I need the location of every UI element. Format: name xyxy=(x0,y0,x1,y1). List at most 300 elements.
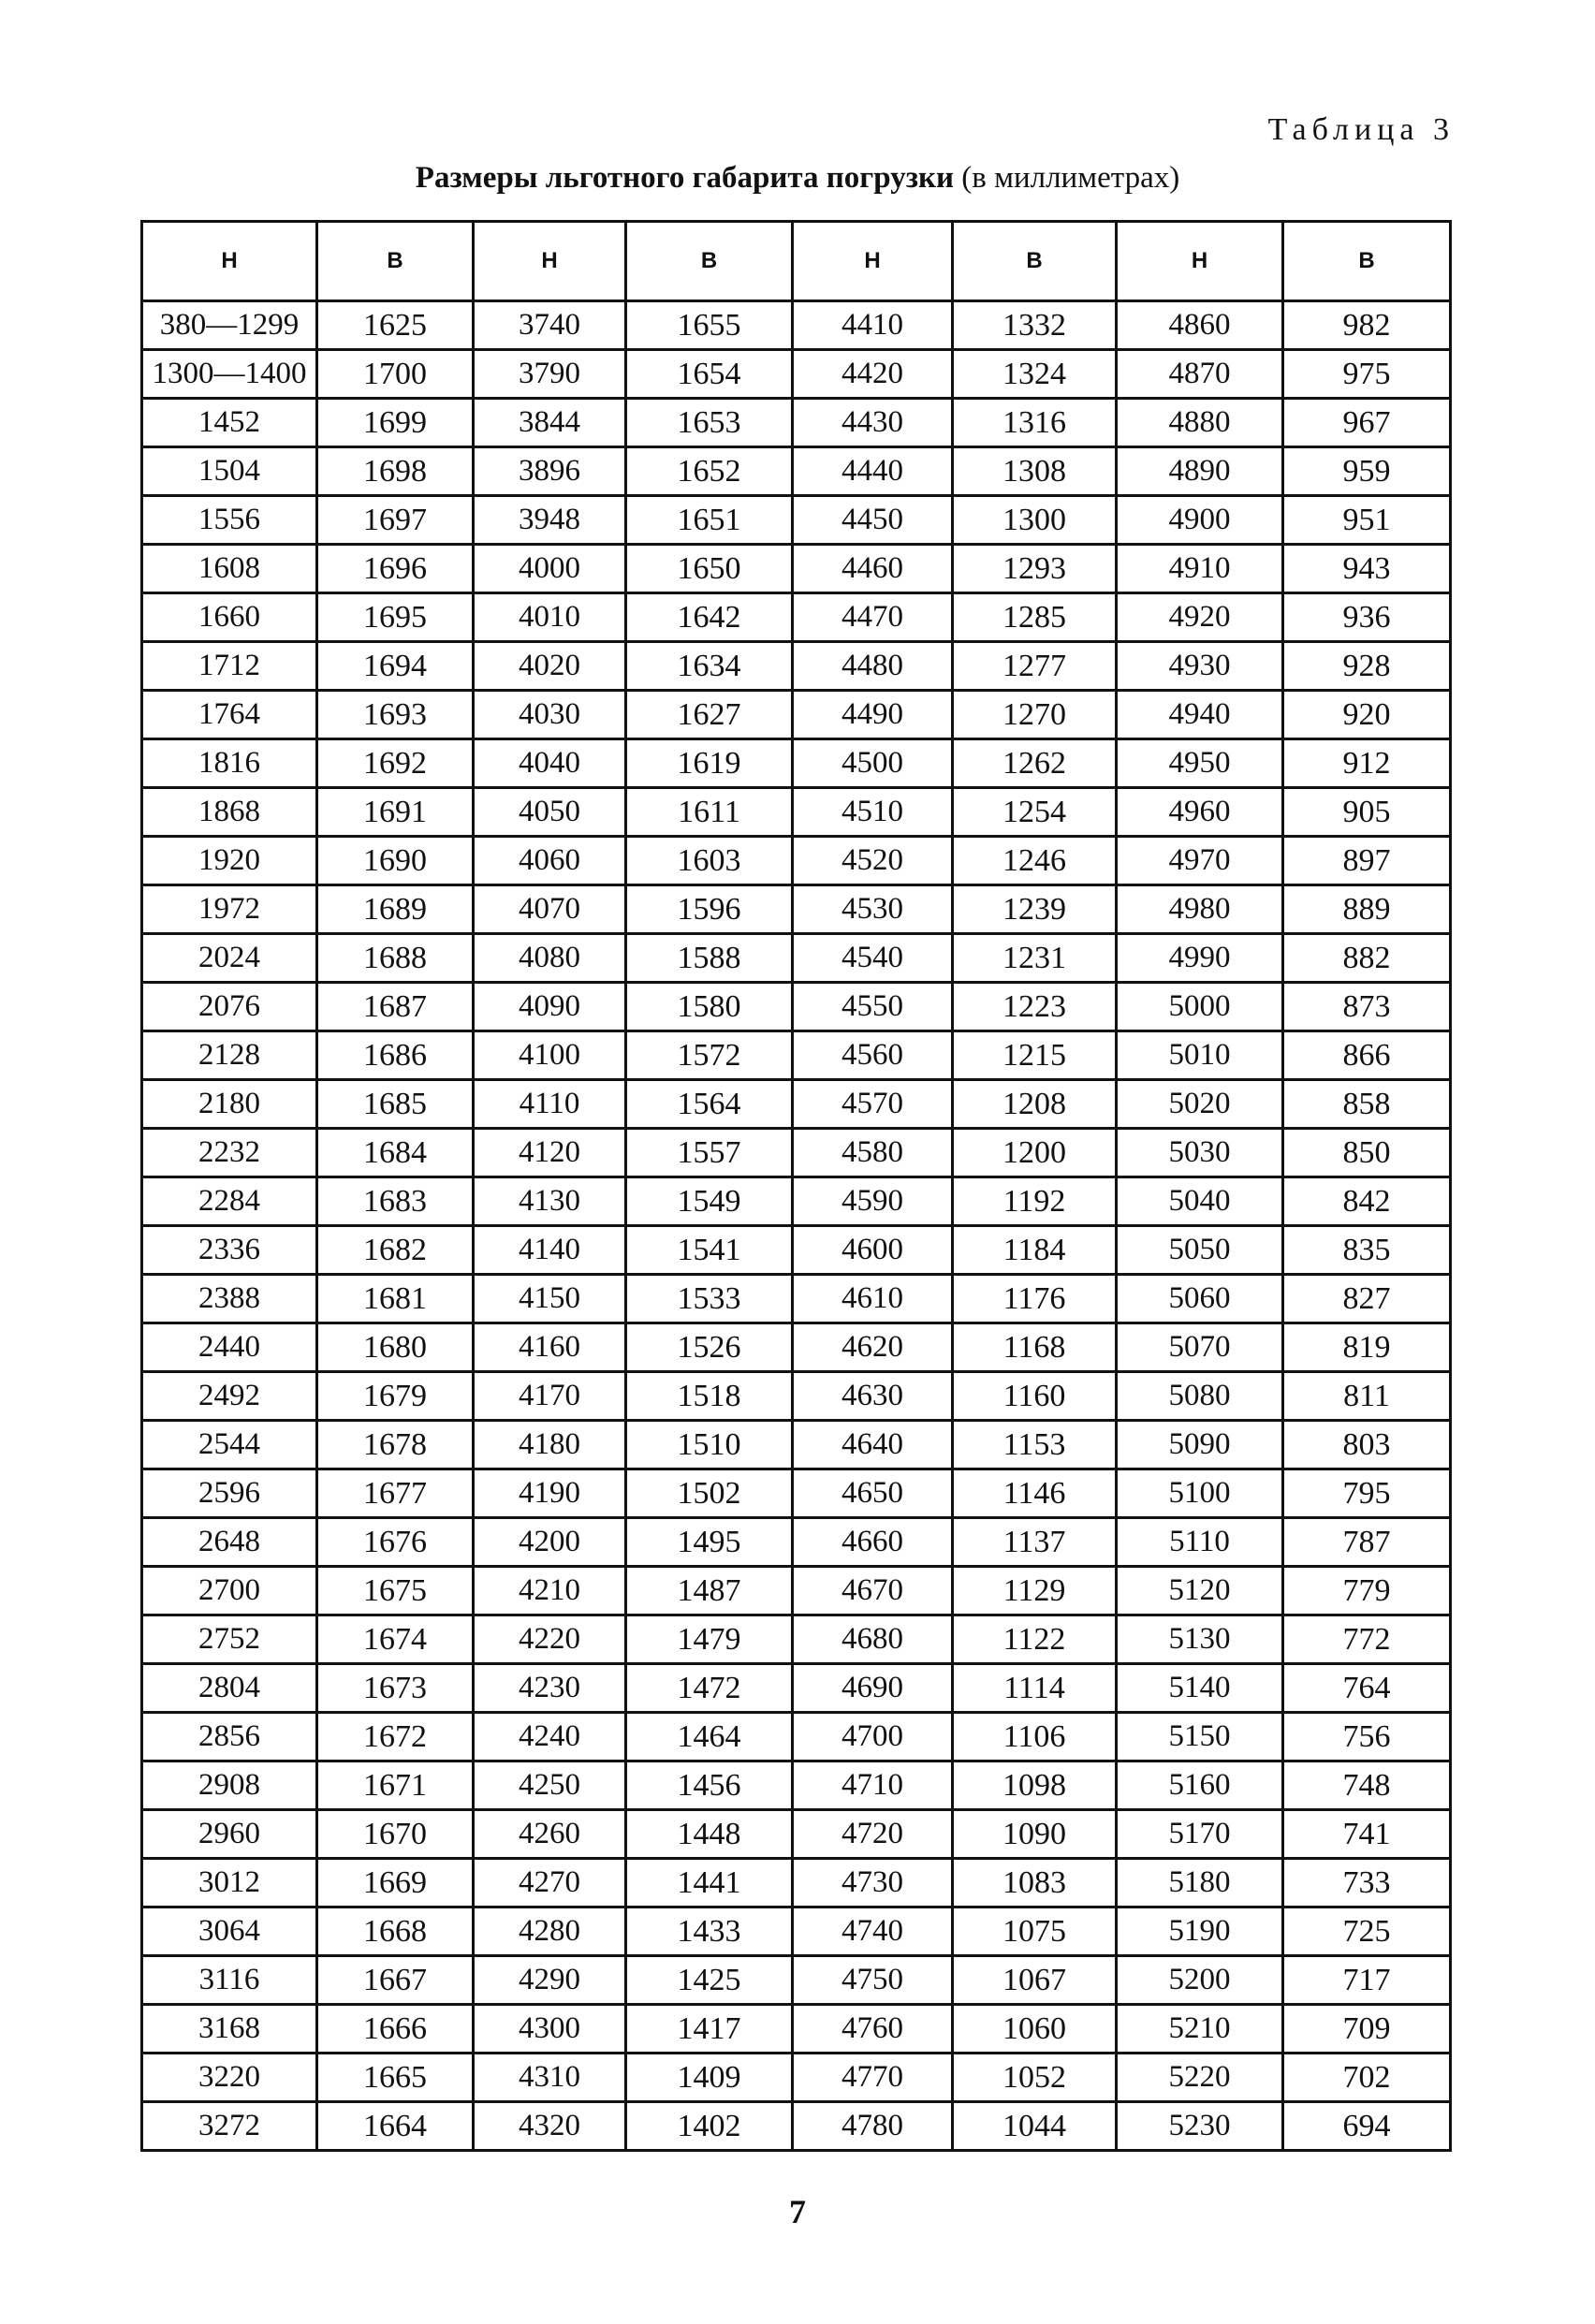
header-h-3: Н xyxy=(793,222,953,301)
table-cell-v: 1697 xyxy=(317,496,474,545)
table-cell-v: 1526 xyxy=(626,1323,793,1372)
table-cell-v: 1669 xyxy=(317,1859,474,1907)
table-cell-v: 882 xyxy=(1283,934,1451,983)
table-cell-h: 4500 xyxy=(793,739,953,788)
table-cell-v: 1634 xyxy=(626,642,793,691)
table-cell-h: 5020 xyxy=(1117,1080,1283,1129)
table-cell-v: 1680 xyxy=(317,1323,474,1372)
table-cell-v: 1679 xyxy=(317,1372,474,1421)
table-cell-h: 2284 xyxy=(142,1177,317,1226)
table-cell-h: 4460 xyxy=(793,545,953,593)
table-cell-h: 4560 xyxy=(793,1031,953,1080)
table-cell-v: 1673 xyxy=(317,1664,474,1713)
table-cell-v: 1479 xyxy=(626,1615,793,1664)
table-cell-h: 1504 xyxy=(142,447,317,496)
table-cell-v: 1153 xyxy=(953,1421,1117,1469)
table-cell-h: 2908 xyxy=(142,1761,317,1810)
table-cell-v: 772 xyxy=(1283,1615,1451,1664)
table-row xyxy=(142,1372,1451,1421)
table-cell-h: 4760 xyxy=(793,2005,953,2054)
table-cell-v: 1666 xyxy=(317,2005,474,2054)
table-cell-v: 920 xyxy=(1283,691,1451,739)
table-cell-v: 1700 xyxy=(317,350,474,399)
table-cell-h: 4630 xyxy=(793,1372,953,1421)
table-cell-v: 1098 xyxy=(953,1761,1117,1810)
table-cell-h: 2076 xyxy=(142,983,317,1031)
table-row xyxy=(142,642,1451,691)
table-cell-h: 4450 xyxy=(793,496,953,545)
table-cell-v: 1642 xyxy=(626,593,793,642)
table-cell-v: 1472 xyxy=(626,1664,793,1713)
table-cell-h: 4120 xyxy=(474,1129,626,1177)
table-row xyxy=(142,1080,1451,1129)
table-cell-v: 1533 xyxy=(626,1275,793,1323)
table-cell-h: 4700 xyxy=(793,1713,953,1761)
table-row xyxy=(142,1177,1451,1226)
table-cell-h: 4220 xyxy=(474,1615,626,1664)
table-cell-v: 1681 xyxy=(317,1275,474,1323)
table-cell-v: 1698 xyxy=(317,447,474,496)
table-cell-h: 1660 xyxy=(142,593,317,642)
table-row xyxy=(142,1275,1451,1323)
table-cell-v: 1664 xyxy=(317,2102,474,2151)
table-cell-v: 1246 xyxy=(953,837,1117,885)
header-v-2: В xyxy=(626,222,793,301)
table-cell-h: 3220 xyxy=(142,2054,317,2102)
table-body xyxy=(142,301,1451,2151)
table-row xyxy=(142,1713,1451,1761)
table-cell-h: 4000 xyxy=(474,545,626,593)
table-cell-v: 1671 xyxy=(317,1761,474,1810)
table-cell-h: 2648 xyxy=(142,1518,317,1567)
table-cell-h: 2544 xyxy=(142,1421,317,1469)
table-row xyxy=(142,1859,1451,1907)
table-cell-h: 4210 xyxy=(474,1567,626,1615)
table-cell-v: 1692 xyxy=(317,739,474,788)
table-cell-h: 3064 xyxy=(142,1907,317,1956)
table-cell-h: 4480 xyxy=(793,642,953,691)
table-cell-v: 1464 xyxy=(626,1713,793,1761)
table-cell-v: 1300 xyxy=(953,496,1117,545)
table-cell-h: 5180 xyxy=(1117,1859,1283,1907)
table-cell-v: 1324 xyxy=(953,350,1117,399)
table-cell-h: 4620 xyxy=(793,1323,953,1372)
table-cell-h: 4950 xyxy=(1117,739,1283,788)
table-cell-v: 1316 xyxy=(953,399,1117,447)
table-row xyxy=(142,1907,1451,1956)
table-cell-h: 4140 xyxy=(474,1226,626,1275)
table-cell-h: 5040 xyxy=(1117,1177,1283,1226)
table-cell-v: 1044 xyxy=(953,2102,1117,2151)
table-cell-v: 1448 xyxy=(626,1810,793,1859)
table-cell-v: 1625 xyxy=(317,301,474,350)
table-cell-v: 709 xyxy=(1283,2005,1451,2054)
table-cell-h: 5050 xyxy=(1117,1226,1283,1275)
table-cell-h: 4470 xyxy=(793,593,953,642)
table-cell-v: 1215 xyxy=(953,1031,1117,1080)
table-cell-v: 1409 xyxy=(626,2054,793,2102)
table-cell-h: 4310 xyxy=(474,2054,626,2102)
table-row xyxy=(142,1323,1451,1372)
table-cell-h: 1452 xyxy=(142,399,317,447)
table-cell-h: 4650 xyxy=(793,1469,953,1518)
table-cell-h: 4890 xyxy=(1117,447,1283,496)
table-cell-v: 1441 xyxy=(626,1859,793,1907)
table-row xyxy=(142,1664,1451,1713)
table-cell-v: 1668 xyxy=(317,1907,474,1956)
table-cell-h: 1608 xyxy=(142,545,317,593)
table-title-bold: Размеры льготного габарита погрузки xyxy=(415,161,954,195)
header-v-4: В xyxy=(1283,222,1451,301)
table-cell-v: 1262 xyxy=(953,739,1117,788)
table-cell-h: 4970 xyxy=(1117,837,1283,885)
table-row xyxy=(142,1956,1451,2005)
table-cell-h: 5130 xyxy=(1117,1615,1283,1664)
table-row xyxy=(142,447,1451,496)
table-row xyxy=(142,2005,1451,2054)
table-cell-h: 4200 xyxy=(474,1518,626,1567)
table-cell-v: 982 xyxy=(1283,301,1451,350)
table-cell-h: 5120 xyxy=(1117,1567,1283,1615)
table-cell-h: 4190 xyxy=(474,1469,626,1518)
table-cell-h: 4520 xyxy=(793,837,953,885)
table-cell-v: 1293 xyxy=(953,545,1117,593)
table-cell-v: 1495 xyxy=(626,1518,793,1567)
table-cell-v: 1651 xyxy=(626,496,793,545)
table-cell-v: 779 xyxy=(1283,1567,1451,1615)
table-cell-h: 5060 xyxy=(1117,1275,1283,1323)
table-row xyxy=(142,1226,1451,1275)
table-cell-h: 4720 xyxy=(793,1810,953,1859)
table-cell-v: 1627 xyxy=(626,691,793,739)
table-row xyxy=(142,350,1451,399)
table-cell-h: 4680 xyxy=(793,1615,953,1664)
table-cell-h: 4420 xyxy=(793,350,953,399)
table-cell-v: 897 xyxy=(1283,837,1451,885)
table-cell-h: 2388 xyxy=(142,1275,317,1323)
table-cell-h: 3740 xyxy=(474,301,626,350)
table-row xyxy=(142,496,1451,545)
table-cell-v: 1684 xyxy=(317,1129,474,1177)
page-number: 7 xyxy=(789,2193,806,2230)
table-cell-h: 2440 xyxy=(142,1323,317,1372)
table-cell-h: 4960 xyxy=(1117,788,1283,837)
table-cell-v: 1699 xyxy=(317,399,474,447)
table-cell-h: 4990 xyxy=(1117,934,1283,983)
table-cell-v: 1518 xyxy=(626,1372,793,1421)
table-cell-h: 4490 xyxy=(793,691,953,739)
table-cell-v: 1693 xyxy=(317,691,474,739)
table-cell-h: 4080 xyxy=(474,934,626,983)
table-cell-h: 4430 xyxy=(793,399,953,447)
table-cell-v: 1667 xyxy=(317,1956,474,2005)
header-h-2: Н xyxy=(474,222,626,301)
table-cell-v: 943 xyxy=(1283,545,1451,593)
table-row xyxy=(142,1421,1451,1469)
table-cell-v: 1687 xyxy=(317,983,474,1031)
table-cell-h: 4880 xyxy=(1117,399,1283,447)
table-row xyxy=(142,739,1451,788)
table-row xyxy=(142,691,1451,739)
table-cell-v: 1691 xyxy=(317,788,474,837)
table-cell-h: 4590 xyxy=(793,1177,953,1226)
table-cell-v: 1417 xyxy=(626,2005,793,2054)
table-cell-h: 5090 xyxy=(1117,1421,1283,1469)
table-row xyxy=(142,1567,1451,1615)
table-cell-v: 1580 xyxy=(626,983,793,1031)
table-cell-h: 4230 xyxy=(474,1664,626,1713)
table-row xyxy=(142,837,1451,885)
table-cell-h: 4240 xyxy=(474,1713,626,1761)
table-cell-h: 4280 xyxy=(474,1907,626,1956)
table-cell-v: 1674 xyxy=(317,1615,474,1664)
table-cell-h: 4610 xyxy=(793,1275,953,1323)
table-cell-v: 1270 xyxy=(953,691,1117,739)
table-cell-h: 5140 xyxy=(1117,1664,1283,1713)
table-cell-v: 1433 xyxy=(626,1907,793,1956)
table-cell-h: 4440 xyxy=(793,447,953,496)
table-title xyxy=(0,161,1595,196)
table-cell-h: 1556 xyxy=(142,496,317,545)
table-cell-v: 905 xyxy=(1283,788,1451,837)
table-cell-v: 1670 xyxy=(317,1810,474,1859)
table-cell-v: 850 xyxy=(1283,1129,1451,1177)
table-cell-h: 2596 xyxy=(142,1469,317,1518)
table-cell-h: 5010 xyxy=(1117,1031,1283,1080)
table-cell-h: 3168 xyxy=(142,2005,317,2054)
table-cell-v: 1332 xyxy=(953,301,1117,350)
table-cell-v: 787 xyxy=(1283,1518,1451,1567)
table-cell-v: 1254 xyxy=(953,788,1117,837)
table-cell-h: 2232 xyxy=(142,1129,317,1177)
table-cell-v: 1137 xyxy=(953,1518,1117,1567)
table-cell-v: 866 xyxy=(1283,1031,1451,1080)
table-cell-v: 835 xyxy=(1283,1226,1451,1275)
table-cell-v: 1075 xyxy=(953,1907,1117,1956)
table-cell-v: 1655 xyxy=(626,301,793,350)
table-cell-v: 1200 xyxy=(953,1129,1117,1177)
table-cell-h: 4670 xyxy=(793,1567,953,1615)
table-cell-h: 5100 xyxy=(1117,1469,1283,1518)
table-cell-v: 1678 xyxy=(317,1421,474,1469)
table-cell-v: 912 xyxy=(1283,739,1451,788)
table-row xyxy=(142,983,1451,1031)
table-cell-v: 1665 xyxy=(317,2054,474,2102)
table-row xyxy=(142,1031,1451,1080)
table-cell-v: 1168 xyxy=(953,1323,1117,1372)
table-cell-v: 1052 xyxy=(953,2054,1117,2102)
table-cell-h: 2492 xyxy=(142,1372,317,1421)
table-row xyxy=(142,1761,1451,1810)
table-cell-v: 1083 xyxy=(953,1859,1117,1907)
table-cell-v: 1122 xyxy=(953,1615,1117,1664)
table-cell-h: 1300—1400 xyxy=(142,350,317,399)
table-cell-v: 1192 xyxy=(953,1177,1117,1226)
table-cell-h: 4740 xyxy=(793,1907,953,1956)
table-cell-v: 1510 xyxy=(626,1421,793,1469)
table-cell-v: 1060 xyxy=(953,2005,1117,2054)
table-cell-h: 4160 xyxy=(474,1323,626,1372)
table-cell-h: 4290 xyxy=(474,1956,626,2005)
table-cell-v: 1557 xyxy=(626,1129,793,1177)
table-cell-v: 1694 xyxy=(317,642,474,691)
table-row xyxy=(142,788,1451,837)
table-label: Таблица 3 xyxy=(1267,112,1455,147)
table-cell-v: 1456 xyxy=(626,1761,793,1810)
table-cell-v: 1619 xyxy=(626,739,793,788)
table-cell-v: 1677 xyxy=(317,1469,474,1518)
table-cell-h: 5150 xyxy=(1117,1713,1283,1761)
table-cell-h: 5110 xyxy=(1117,1518,1283,1567)
table-cell-h: 5200 xyxy=(1117,1956,1283,2005)
table-cell-h: 1972 xyxy=(142,885,317,934)
table-cell-v: 725 xyxy=(1283,1907,1451,1956)
table-cell-v: 1090 xyxy=(953,1810,1117,1859)
table-cell-h: 5170 xyxy=(1117,1810,1283,1859)
table-cell-v: 842 xyxy=(1283,1177,1451,1226)
table-row xyxy=(142,1129,1451,1177)
table-cell-h: 4600 xyxy=(793,1226,953,1275)
table-row xyxy=(142,2102,1451,2151)
table-cell-v: 694 xyxy=(1283,2102,1451,2151)
table-cell-v: 803 xyxy=(1283,1421,1451,1469)
table-cell-v: 811 xyxy=(1283,1372,1451,1421)
table-cell-v: 1223 xyxy=(953,983,1117,1031)
table-cell-v: 1572 xyxy=(626,1031,793,1080)
header-row xyxy=(142,222,1451,301)
table-row xyxy=(142,545,1451,593)
table-cell-v: 748 xyxy=(1283,1761,1451,1810)
table-cell-h: 2128 xyxy=(142,1031,317,1080)
table-cell-v: 1425 xyxy=(626,1956,793,2005)
table-cell-h: 5190 xyxy=(1117,1907,1283,1956)
table-cell-h: 3790 xyxy=(474,350,626,399)
table-cell-h: 3948 xyxy=(474,496,626,545)
table-cell-v: 1067 xyxy=(953,1956,1117,2005)
loading-gauge-table xyxy=(140,220,1452,2152)
table-cell-v: 1549 xyxy=(626,1177,793,1226)
table-cell-h: 4300 xyxy=(474,2005,626,2054)
table-cell-h: 4250 xyxy=(474,1761,626,1810)
table-cell-v: 967 xyxy=(1283,399,1451,447)
table-cell-h: 4180 xyxy=(474,1421,626,1469)
table-cell-v: 1596 xyxy=(626,885,793,934)
table-row xyxy=(142,399,1451,447)
table-cell-v: 741 xyxy=(1283,1810,1451,1859)
table-cell-v: 1682 xyxy=(317,1226,474,1275)
table-cell-h: 4780 xyxy=(793,2102,953,2151)
table-cell-h: 1920 xyxy=(142,837,317,885)
table-cell-h: 4060 xyxy=(474,837,626,885)
table-cell-h: 4040 xyxy=(474,739,626,788)
table-cell-v: 959 xyxy=(1283,447,1451,496)
table-cell-v: 951 xyxy=(1283,496,1451,545)
table-cell-h: 4070 xyxy=(474,885,626,934)
table-cell-v: 928 xyxy=(1283,642,1451,691)
table-cell-h: 4150 xyxy=(474,1275,626,1323)
table-cell-v: 1239 xyxy=(953,885,1117,934)
table-cell-v: 858 xyxy=(1283,1080,1451,1129)
table-cell-h: 4530 xyxy=(793,885,953,934)
header-v-3: В xyxy=(953,222,1117,301)
table-cell-v: 1176 xyxy=(953,1275,1117,1323)
table-cell-v: 1653 xyxy=(626,399,793,447)
table-cell-v: 702 xyxy=(1283,2054,1451,2102)
table-cell-h: 4550 xyxy=(793,983,953,1031)
table-cell-v: 1402 xyxy=(626,2102,793,2151)
table-cell-h: 4570 xyxy=(793,1080,953,1129)
table-cell-h: 2752 xyxy=(142,1615,317,1664)
table-cell-h: 1764 xyxy=(142,691,317,739)
header-v-1: В xyxy=(317,222,474,301)
table-cell-v: 1675 xyxy=(317,1567,474,1615)
table-cell-v: 1695 xyxy=(317,593,474,642)
table-row xyxy=(142,1518,1451,1567)
table-row xyxy=(142,1810,1451,1859)
table-cell-h: 4860 xyxy=(1117,301,1283,350)
table-cell-v: 1285 xyxy=(953,593,1117,642)
table-cell-h: 4730 xyxy=(793,1859,953,1907)
table-row xyxy=(142,934,1451,983)
table-cell-v: 1688 xyxy=(317,934,474,983)
table-cell-h: 4130 xyxy=(474,1177,626,1226)
table-cell-v: 1650 xyxy=(626,545,793,593)
table-cell-v: 1676 xyxy=(317,1518,474,1567)
table-cell-h: 1868 xyxy=(142,788,317,837)
table-cell-h: 5220 xyxy=(1117,2054,1283,2102)
table-cell-v: 1308 xyxy=(953,447,1117,496)
table-cell-h: 2700 xyxy=(142,1567,317,1615)
table-cell-v: 1160 xyxy=(953,1372,1117,1421)
table-cell-h: 4510 xyxy=(793,788,953,837)
table-cell-h: 5160 xyxy=(1117,1761,1283,1810)
table-cell-h: 4690 xyxy=(793,1664,953,1713)
table-cell-h: 4410 xyxy=(793,301,953,350)
table-cell-v: 1683 xyxy=(317,1177,474,1226)
table-cell-v: 819 xyxy=(1283,1323,1451,1372)
table-cell-h: 1816 xyxy=(142,739,317,788)
table-cell-h: 2856 xyxy=(142,1713,317,1761)
table-cell-v: 1129 xyxy=(953,1567,1117,1615)
table-cell-h: 4940 xyxy=(1117,691,1283,739)
table-cell-h: 4050 xyxy=(474,788,626,837)
table-cell-h: 4750 xyxy=(793,1956,953,2005)
table-cell-v: 1146 xyxy=(953,1469,1117,1518)
table-cell-h: 2180 xyxy=(142,1080,317,1129)
table-cell-h: 4580 xyxy=(793,1129,953,1177)
table-cell-h: 3116 xyxy=(142,1956,317,2005)
table-cell-v: 1652 xyxy=(626,447,793,496)
table-cell-v: 975 xyxy=(1283,350,1451,399)
table-row xyxy=(142,2054,1451,2102)
table-cell-h: 3844 xyxy=(474,399,626,447)
table-cell-h: 4920 xyxy=(1117,593,1283,642)
table-cell-v: 717 xyxy=(1283,1956,1451,2005)
table-cell-v: 1106 xyxy=(953,1713,1117,1761)
table-cell-v: 1603 xyxy=(626,837,793,885)
table-header xyxy=(142,222,1451,301)
table-cell-h: 4870 xyxy=(1117,350,1283,399)
table-cell-v: 764 xyxy=(1283,1664,1451,1713)
table-cell-v: 1487 xyxy=(626,1567,793,1615)
table-cell-h: 3012 xyxy=(142,1859,317,1907)
table-cell-h: 2024 xyxy=(142,934,317,983)
table-cell-h: 4660 xyxy=(793,1518,953,1567)
table-cell-v: 1654 xyxy=(626,350,793,399)
table-cell-v: 1685 xyxy=(317,1080,474,1129)
table-cell-h: 4170 xyxy=(474,1372,626,1421)
table-cell-h: 5080 xyxy=(1117,1372,1283,1421)
